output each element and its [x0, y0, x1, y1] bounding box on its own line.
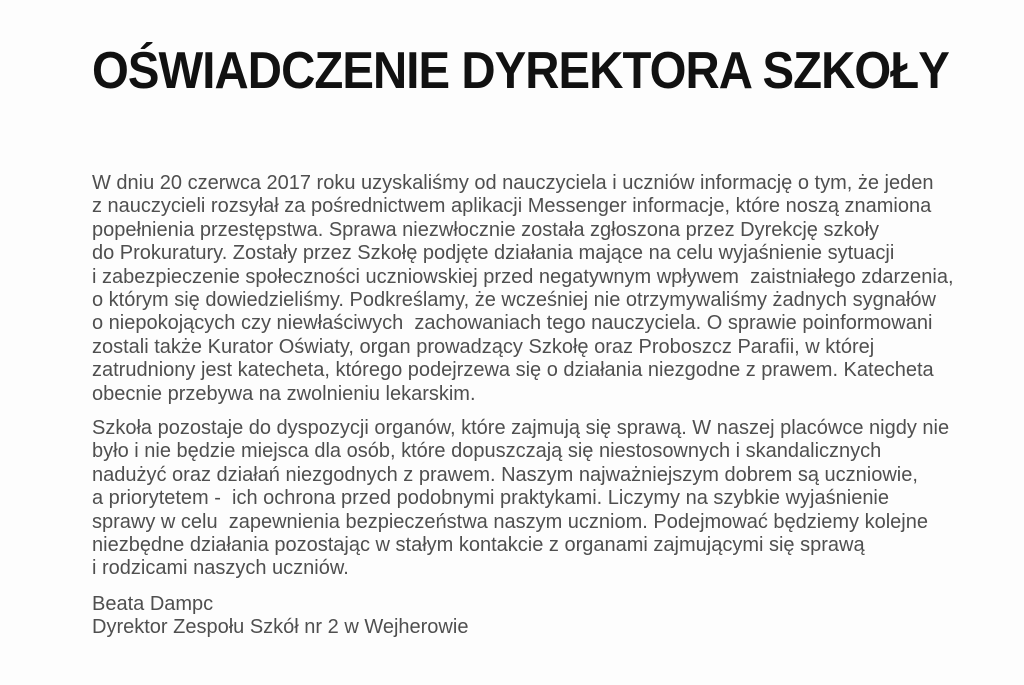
text-line: obecnie przebywa na zwolnieniu lekarskim.: [92, 382, 476, 405]
signature-block: [92, 593, 468, 640]
document-title: OŚWIADCZENIE DYREKTORA SZKOŁY: [92, 42, 949, 100]
text-line: popełnienia przestępstwa. Sprawa niezwłocznie została zgłoszona przez Dyrekcję szkoły: [92, 218, 880, 241]
paragraph-2: [92, 417, 949, 581]
text-line: z nauczycieli rozsyłał za pośrednictwem aplikacji Messenger informacje, które noszą znamiona: [92, 195, 932, 218]
text-line: zostali także Kurator Oświaty, organ prowadzący Szkołę oraz Proboszcz Parafii, w której: [92, 335, 875, 358]
text-line: było i nie będzie miejsca dla osób, które dopuszczają się niestosownych i skandalicznych: [92, 440, 882, 463]
text-line: a priorytetem - ich ochrona przed podobnymi praktykami. Liczymy na szybkie wyjaśnienie: [92, 487, 890, 510]
text-line: do Prokuratury. Zostały przez Szkołę podjęte działania mające na celu wyjaśnienie sytuacji: [92, 242, 895, 265]
text-line: i rodzicami naszych uczniów.: [92, 557, 349, 580]
text-line: sprawy w celu zapewnienia bezpieczeństwa naszym uczniom. Podejmować będziemy kolejne: [92, 510, 928, 533]
text-line: nadużyć oraz działań niezgodnych z prawem. Naszym najważniejszym dobrem są uczniowie,: [92, 463, 918, 486]
paragraph-1: [92, 172, 954, 406]
text-line: zatrudniony jest katecheta, którego podejrzewa się o działania niezgodne z prawem. Katecheta: [92, 359, 934, 382]
signature-name: Beata Dampc: [92, 593, 214, 615]
text-line: Szkoła pozostaje do dyspozycji organów, które zajmują się sprawą. W naszej placówce nigdy nie: [92, 417, 950, 439]
text-line: o którym się dowiedzieliśmy. Podkreślamy, że wcześniej nie otrzymywaliśmy żadnych sygnałów: [92, 289, 936, 312]
text-line: W dniu 20 czerwca 2017 roku uzyskaliśmy od nauczyciela i uczniów informację o tym, że jeden: [92, 172, 934, 194]
text-line: niezbędne działania pozostając w stałym kontakcie z organami zajmującymi się sprawą: [92, 534, 865, 557]
text-line: i zabezpieczenie społeczności uczniowskiej przed negatywnym wpływem zaistniałego zdarzenia,: [92, 265, 954, 288]
signature-role: Dyrektor Zespołu Szkół nr 2 w Wejherowie: [92, 616, 469, 639]
text-line: o niepokojących czy niewłaściwych zachowaniach tego nauczyciela. O sprawie poinformowani: [92, 312, 933, 335]
